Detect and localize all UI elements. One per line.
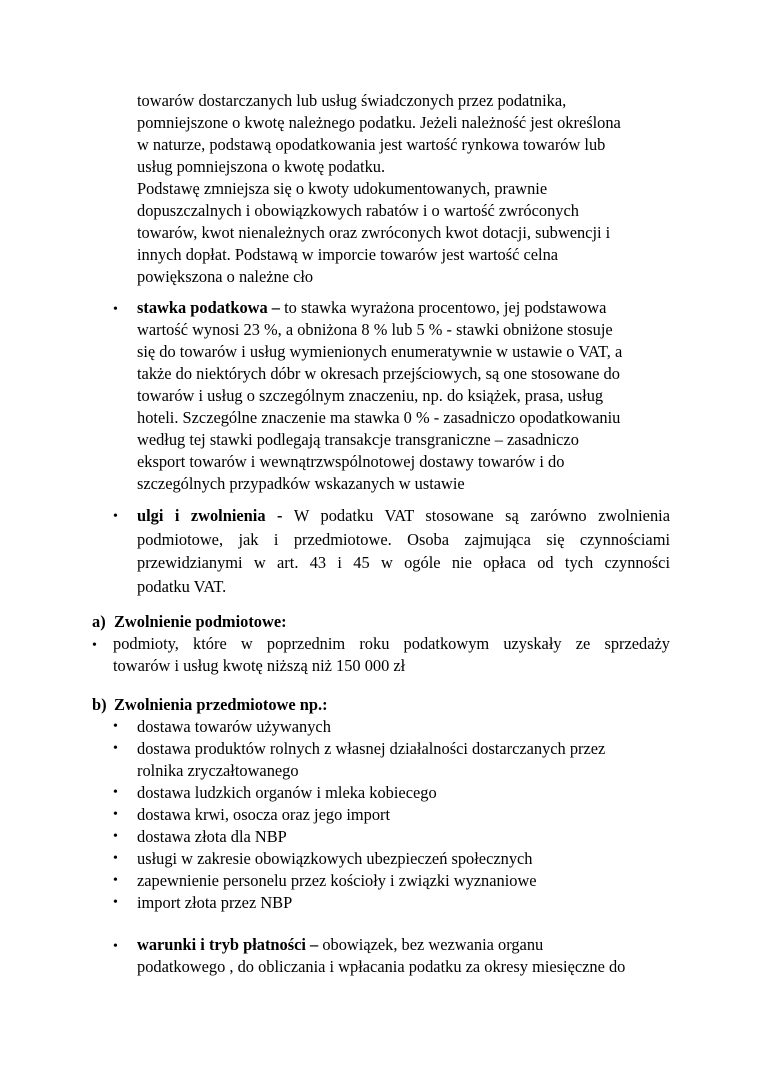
bullet-icon: •: [113, 719, 118, 734]
list-item: • dostawa ludzkich organów i mleka kobiecego: [113, 783, 437, 802]
list-item: • import złota przez NBP: [113, 893, 293, 912]
text-line: innych dopłat. Podstawą w imporcie towarów jest wartość celna: [137, 245, 559, 264]
section-b-label: b): [92, 695, 107, 714]
bullet-icon: •: [113, 851, 118, 866]
text-line: przewidzianymi w art. 43 i 45 w ogóle nie opłaca od tych czynności: [137, 553, 670, 572]
text-line: pomniejszone o kwotę należnego podatku. Jeżeli należność jest określona: [137, 113, 621, 132]
text-line: usług pomniejszona o kwotę podatku.: [137, 157, 386, 176]
text-line: podatkowego , do obliczania i wpłacania podatku za okresy miesięczne do: [137, 957, 626, 976]
list-item-continuation: rolnika zryczałtowanego: [137, 761, 299, 780]
text-line: Podstawę zmniejsza się o kwoty udokumentowanych, prawnie: [137, 179, 548, 198]
text-line: według tej stawki podlegają transakcje transgraniczne – zasadniczo: [137, 430, 579, 449]
section-a-title: Zwolnienie podmiotowe:: [114, 612, 287, 631]
list-item: • zapewnienie personelu przez kościoły i związki wyznaniowe: [113, 871, 537, 890]
text-line: podatku VAT.: [137, 576, 227, 596]
text-line: ulgi i zwolnienia - W podatku VAT stosowane są zarówno zwolnienia: [137, 506, 670, 525]
list-item: • dostawa produktów rolnych z własnej działalności dostarczanych przez: [113, 739, 606, 758]
bullet-icon: •: [113, 785, 118, 800]
text-line: towarów, kwot nienależnych oraz zwróconych kwot dotacji, subwencji i: [137, 223, 611, 242]
text-line: hoteli. Szczególne znaczenie ma stawka 0 % - zasadniczo opodatkowaniu: [137, 408, 621, 427]
text-line: eksport towarów i wewnątrzwspólnotowej dostawy towarów i do: [137, 452, 565, 471]
stawka-paragraph: [137, 297, 670, 495]
text-line: stawka podatkowa – to stawka wyrażona procentowo, jej podstawowa: [137, 298, 607, 317]
text-line: towarów i usług kwotę niższą niż 150 000 zł: [113, 656, 406, 675]
text-line: także do niektórych dóbr w okresach przejściowych, są one stosowane do: [137, 364, 620, 383]
list-item: • usługi w zakresie obowiązkowych ubezpieczeń społecznych: [113, 849, 533, 868]
list-item: • dostawa złota dla NBP: [113, 827, 287, 846]
bullet-icon: •: [113, 873, 118, 888]
ulgi-paragraph: [137, 504, 670, 598]
text-line: warunki i tryb płatności – obowiązek, bez wezwania organu: [137, 935, 544, 954]
bullet-icon: •: [113, 829, 118, 844]
bullet-icon: •: [113, 939, 118, 954]
text-line: się do towarów i usług wymienionych enumeratywnie w ustawie o VAT, a: [137, 342, 623, 361]
list-item: • dostawa towarów używanych: [113, 717, 331, 736]
intro-paragraph: [137, 90, 670, 288]
text-line: podmioty, które w poprzednim roku podatkowym uzyskały ze sprzedaży: [113, 634, 670, 653]
bullet-icon: •: [113, 741, 118, 756]
bullet-icon: •: [92, 638, 97, 653]
section-b-list: [113, 716, 605, 914]
text-line: szczególnych przypadków wskazanych w ustawie: [137, 474, 465, 493]
text-line: towarów dostarczanych lub usług świadczonych przez podatnika,: [137, 91, 567, 110]
text-line: towarów i usług o szczególnym znaczeniu, np. do książek, prasa, usług: [137, 386, 604, 405]
text-line: w naturze, podstawą opodatkowania jest wartość rynkowa towarów lub: [137, 135, 606, 154]
bullet-icon: •: [113, 302, 118, 317]
section-a-heading: [92, 611, 287, 633]
text-line: powiększona o należne cło: [137, 267, 314, 286]
bullet-icon: •: [113, 509, 118, 524]
bullet-icon: •: [113, 807, 118, 822]
text-line: dopuszczalnych i obowiązkowych rabatów i o wartość zwróconych: [137, 201, 579, 220]
section-a-label: a): [92, 612, 106, 631]
term-ulgi: ulgi i zwolnienia -: [137, 506, 294, 525]
bullet-icon: •: [113, 895, 118, 910]
term-warunki: warunki i tryb płatności –: [137, 935, 323, 954]
section-b-title: Zwolnienia przedmiotowe np.:: [114, 695, 328, 714]
term-stawka: stawka podatkowa –: [137, 298, 285, 317]
text-line: podmiotowe, jak i przedmiotowe. Osoba zajmująca się czynnościami: [137, 529, 670, 549]
text-line: wartość wynosi 23 %, a obniżona 8 % lub 5 % - stawki obniżone stosuje: [137, 320, 613, 339]
section-a-item: [113, 633, 670, 677]
warunki-paragraph: [137, 934, 670, 978]
list-item: • dostawa krwi, osocza oraz jego import: [113, 805, 391, 824]
section-b-heading: [92, 694, 328, 716]
